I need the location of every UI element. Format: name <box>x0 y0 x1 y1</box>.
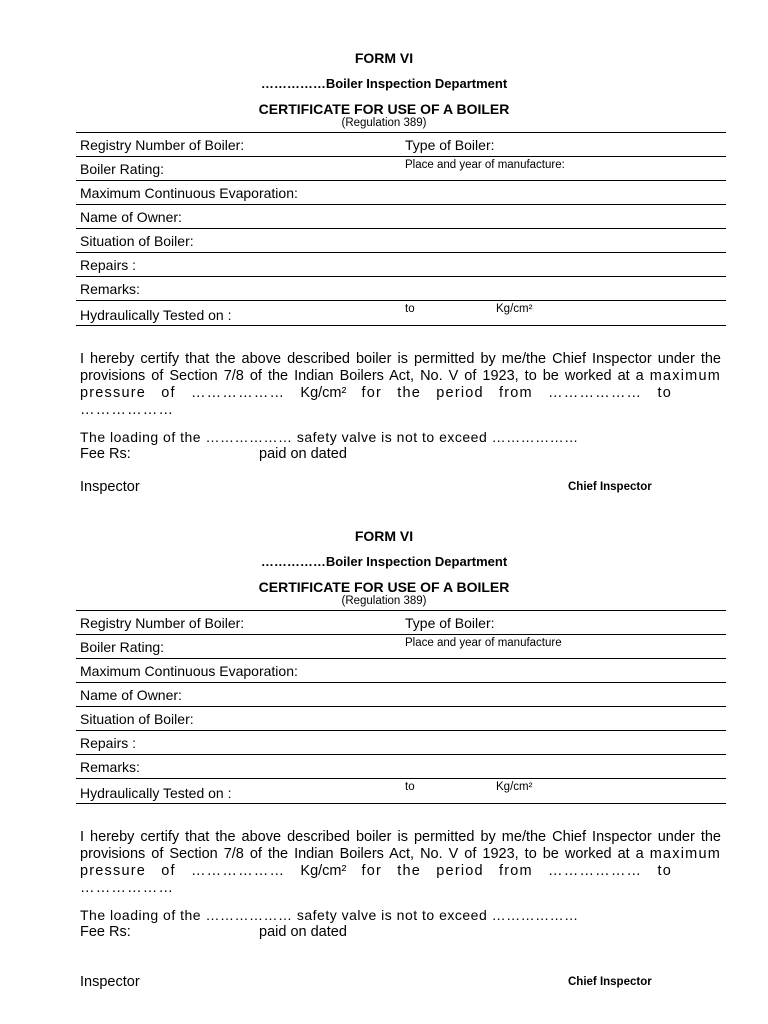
row-remarks <box>76 754 726 778</box>
row-evaporation <box>76 658 726 682</box>
row-registry <box>76 610 726 634</box>
regulation-note: (Regulation 389) <box>341 117 427 129</box>
certificate-title: CERTIFICATE FOR USE OF A BOILER <box>258 101 510 117</box>
department-line: ……………Boiler Inspection Department <box>260 554 508 569</box>
row-hydraulic <box>76 300 726 326</box>
to-label: to <box>405 303 415 315</box>
field-table <box>76 132 726 326</box>
max-evaporation-label: Maximum Continuous Evaporation: <box>80 185 298 201</box>
department-line: ……………Boiler Inspection Department <box>260 76 508 91</box>
row-situation <box>76 706 726 730</box>
boiler-rating-label: Boiler Rating: <box>80 639 165 655</box>
situation-label: Situation of Boiler: <box>80 233 194 249</box>
place-year-label: Place and year of manufacture <box>405 637 562 649</box>
certify-period-end: ……………… <box>80 880 175 896</box>
registry-number-label: Registry Number of Boiler: <box>80 137 245 153</box>
form-title: FORM VI <box>354 528 414 544</box>
place-year-label: Place and year of manufacture: <box>405 159 565 171</box>
inspector-signature-label: Inspector <box>80 479 140 495</box>
certificate-title: CERTIFICATE FOR USE OF A BOILER <box>258 579 510 595</box>
certify-text: I hereby certify that the above described boiler is permitted by me/the Chief Inspector under the provisions of Section 7/8 of the Indian Boilers Act, No. V of 1923, to be worked at a <box>80 351 721 384</box>
chief-inspector-signature-label: Chief Inspector <box>568 481 652 493</box>
paid-label: paid on dated <box>259 446 347 462</box>
loading-line: The loading of the ……………… safety valve is not to exceed ……………… <box>80 429 579 445</box>
boiler-rating-label: Boiler Rating: <box>80 161 165 177</box>
row-hydraulic <box>76 778 726 804</box>
row-repairs <box>76 252 726 276</box>
remarks-label: Remarks: <box>80 281 140 297</box>
fee-label: Fee Rs: <box>80 446 131 462</box>
certification-paragraph <box>80 829 721 897</box>
row-rating <box>76 156 726 180</box>
repairs-label: Repairs : <box>80 257 137 273</box>
certify-unit: Kg/cm² <box>300 385 347 401</box>
certify-pressure-text: maximum pressure of ……………… <box>80 368 721 401</box>
to-label: to <box>405 781 415 793</box>
pressure-unit: Kg/cm² <box>496 303 533 315</box>
owner-label: Name of Owner: <box>80 209 182 225</box>
type-of-boiler-label: Type of Boiler: <box>405 615 495 631</box>
registry-number-label: Registry Number of Boiler: <box>80 615 245 631</box>
row-owner <box>76 204 726 228</box>
certify-period-text: for the period from ……………… to <box>346 385 672 401</box>
loading-line: The loading of the ……………… safety valve is not to exceed ……………… <box>80 907 579 923</box>
certify-period-end: ……………… <box>80 402 175 418</box>
inspector-signature-label: Inspector <box>80 974 140 990</box>
field-table <box>76 610 726 804</box>
regulation-note: (Regulation 389) <box>341 595 427 607</box>
hydraulic-label: Hydraulically Tested on : <box>80 785 232 801</box>
owner-label: Name of Owner: <box>80 687 182 703</box>
max-evaporation-label: Maximum Continuous Evaporation: <box>80 663 298 679</box>
certify-pressure-text: maximum pressure of ……………… <box>80 846 721 879</box>
hydraulic-label: Hydraulically Tested on : <box>80 307 232 323</box>
row-owner <box>76 682 726 706</box>
type-of-boiler-label: Type of Boiler: <box>405 137 495 153</box>
row-repairs <box>76 730 726 754</box>
certify-unit: Kg/cm² <box>300 863 347 879</box>
form-title: FORM VI <box>354 50 414 66</box>
row-situation <box>76 228 726 252</box>
certify-text: I hereby certify that the above described boiler is permitted by me/the Chief Inspector under the provisions of Section 7/8 of the Indian Boilers Act, No. V of 1923, to be worked at a <box>80 829 721 862</box>
row-rating <box>76 634 726 658</box>
row-evaporation <box>76 180 726 204</box>
repairs-label: Repairs : <box>80 735 137 751</box>
certification-paragraph <box>80 351 721 419</box>
certificate-form-1 <box>0 0 768 500</box>
certify-period-text: for the period from ……………… to <box>346 863 672 879</box>
row-registry <box>76 132 726 156</box>
fee-label: Fee Rs: <box>80 924 131 940</box>
chief-inspector-signature-label: Chief Inspector <box>568 976 652 988</box>
pressure-unit: Kg/cm² <box>496 781 533 793</box>
row-remarks <box>76 276 726 300</box>
remarks-label: Remarks: <box>80 759 140 775</box>
certificate-form-2 <box>0 478 768 990</box>
situation-label: Situation of Boiler: <box>80 711 194 727</box>
paid-label: paid on dated <box>259 924 347 940</box>
